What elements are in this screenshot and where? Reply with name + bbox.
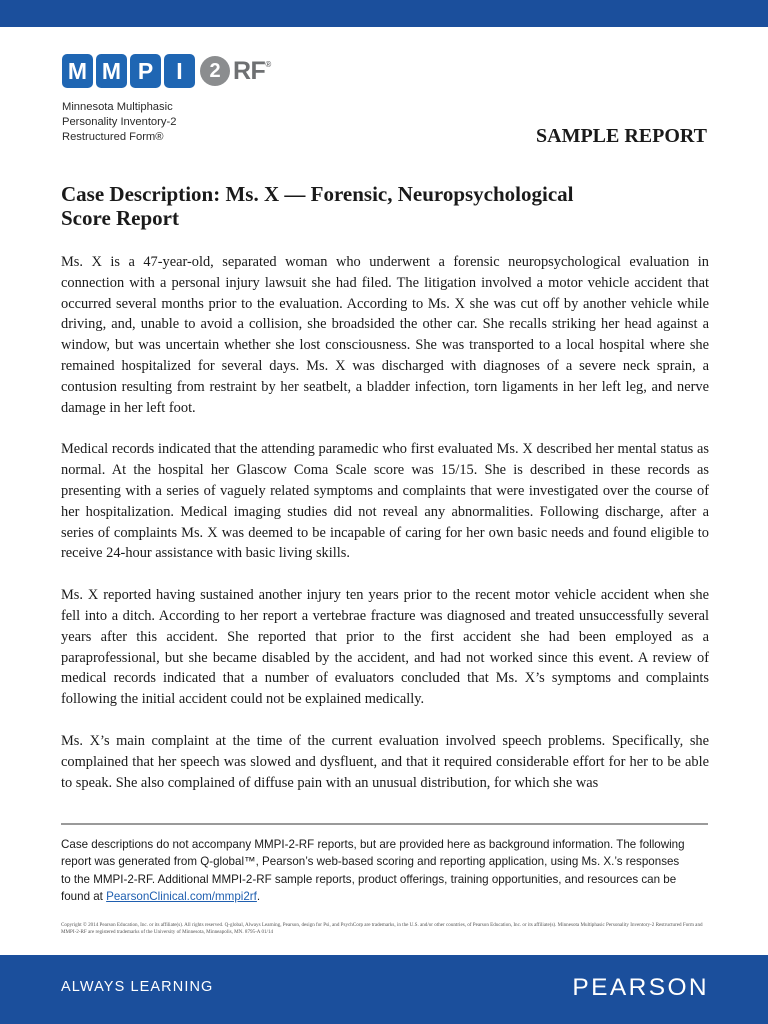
sample-report-heading: SAMPLE REPORT bbox=[536, 125, 707, 147]
logo-tile-m1: M bbox=[62, 54, 93, 88]
case-description-body bbox=[61, 252, 709, 814]
body-paragraph: Ms. X is a 47-year-old, separated woman who underwent a forensic neuropsychological evaluation in connection with a personal injury lawsuit she had filed. The litigation involved a motor vehicle accident that occurred several months prior to the evaluation. According to Ms. X she was cut off by another vehicle while driving, and, unable to avoid a collision, she broadsided the other car. She recalls striking her head against a window, but was uncertain whether she lost consciousness. She was transported to a local hospital where she remained hospitalized for several days. Ms. X was discharged with diagnoses of a severe neck sprain, a contusion resulting from restraint by her seatbelt, a bladder infection, torn ligaments in her left leg, and nerve damage in her left foot. bbox=[61, 254, 709, 416]
logo-rf bbox=[233, 57, 271, 86]
always-learning-tagline: ALWAYS LEARNING bbox=[61, 979, 214, 995]
section-divider bbox=[61, 823, 708, 825]
logo-subtitle-line: Minnesota Multiphasic bbox=[62, 101, 173, 113]
logo-subtitle-line: Personality Inventory-2 bbox=[62, 116, 177, 128]
mmpi-2-rf-logo bbox=[62, 54, 322, 154]
top-banner bbox=[0, 0, 768, 27]
logo-tile-m2: M bbox=[96, 54, 127, 88]
note-text: Case descriptions do not accompany MMPI-2-RF reports, but are provided here as background information. The following report was generated from Q-global™, Pearson’s web-based scoring and reporting application, using Ms. X.’s responses to the MMPI-2-RF. Additional MMPI-2-RF sample reports, product offerings, training opportunities, and resources can be found at bbox=[61, 838, 685, 903]
copyright-fine-print: Copyright © 2014 Pearson Education, Inc. or its affiliate(s). All rights reserved. Q-global, Always Learning, Pearson, design for Psi, and PsychCorp are trademarks, in the U.S. and/or other countries, of Pearson Education, Inc. or its affiliate(s). Minnesota Multiphasic Personality Inventory-2 Restructured Form and MMPI-2-RF are registered trademarks of the University of Minnesota, Minneapolis, MN. 8795-A 01/14 bbox=[61, 922, 703, 935]
logo-circle-2: 2 bbox=[200, 56, 230, 86]
body-paragraph: Ms. X reported having sustained another injury ten years prior to the recent motor vehicle accident when she fell into a ditch. According to her report a vertebrae fracture was diagnosed and treated unsuccessfully several years after this accident. She reported that prior to the first accident she had been employed as a paraprofessional, but she became disabled by the accident, and had not worked since this event. A review of medical records indicated that a number of evaluators concluded that Ms. X’s symptoms and complaints following the initial accident could not be explained medically. bbox=[61, 587, 709, 708]
logo-mark bbox=[62, 54, 322, 88]
body-paragraph: Medical records indicated that the attending paramedic who first evaluated Ms. X described her mental status as normal. At the hospital her Glascow Coma Scale score was 15/15. She is described in these records as presenting with a series of vaguely related symptoms and complaints that were investigated over the course of her hospitalization. Medical imaging studies did not reveal any abnormalities. Following discharge, after a series of complaints Ms. X was deemed to be incapable of caring for her own basic needs and found eligible to receive 24-hour assistance with basic living skills. bbox=[61, 441, 709, 562]
logo-rf-text: RF bbox=[233, 56, 266, 85]
note-end: . bbox=[256, 889, 261, 903]
background-note bbox=[61, 836, 686, 905]
logo-rf-mark: ® bbox=[265, 59, 271, 69]
logo-subtitle bbox=[62, 100, 322, 145]
case-title: Case Description: Ms. X — Forensic, Neuropsychological Score Report bbox=[61, 182, 574, 230]
pearson-clinical-link[interactable]: PearsonClinical.com/mmpi2rf bbox=[106, 889, 257, 903]
logo-tile-i: I bbox=[164, 54, 195, 88]
logo-subtitle-line: Restructured Form® bbox=[62, 131, 164, 143]
logo-tile-p: P bbox=[130, 54, 161, 88]
body-paragraph: Ms. X’s main complaint at the time of the current evaluation involved speech problems. Specifically, she complained that her speech was slowed and dysfluent, and that it required considerable effort for her to be able to speak. She also complained of diffuse pain with an unusual distribution, for which she was bbox=[61, 732, 709, 791]
pearson-logo: PEARSON bbox=[572, 974, 709, 1001]
